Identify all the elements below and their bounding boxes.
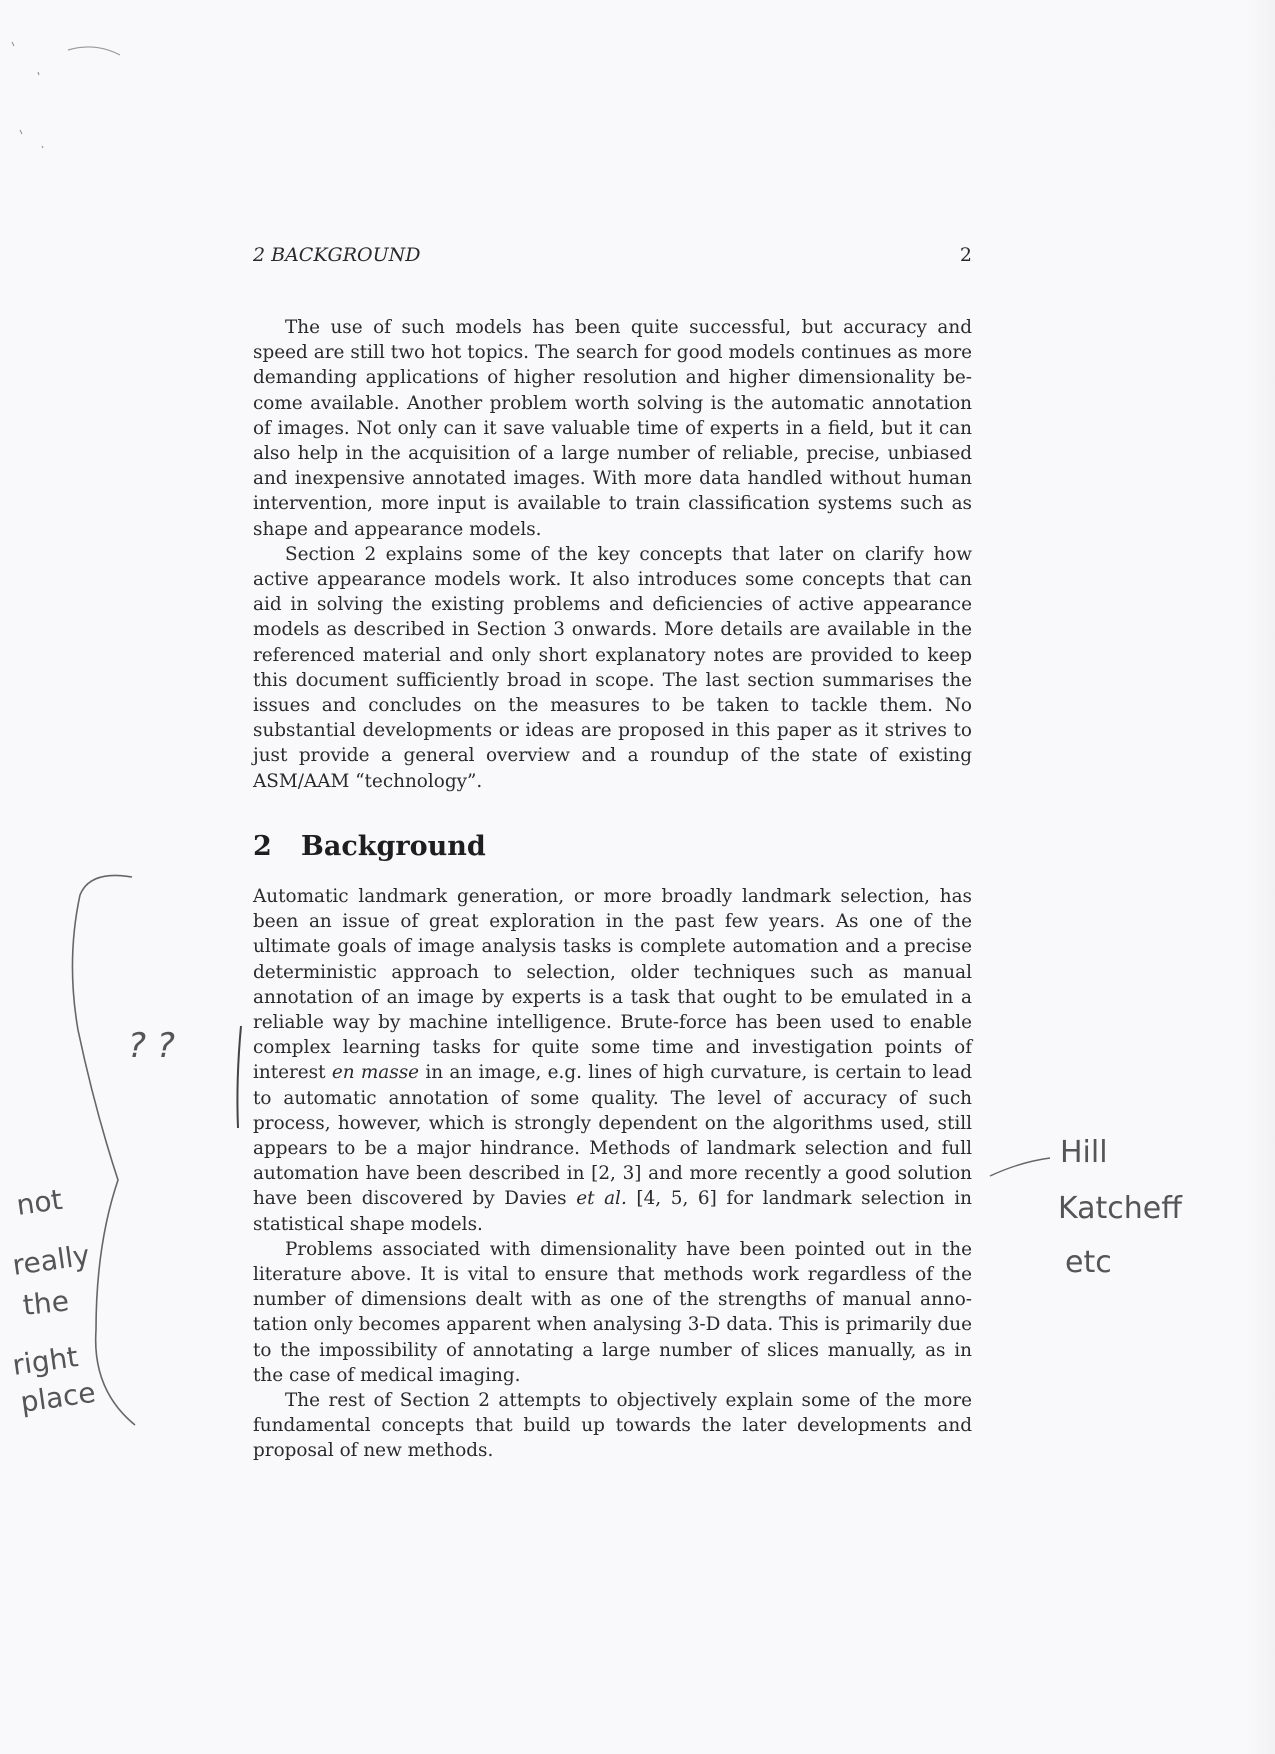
page-number: 2	[959, 244, 972, 266]
margin-vertical-line	[237, 1026, 241, 1128]
scan-marks	[12, 42, 120, 148]
note-not: not	[14, 1182, 65, 1222]
intro-paragraph-2: Section 2 explains some of the key concepts that later on clarify how active appearance models work. It also introduces some concepts that can aid in solving the existing problems and deficiencies of active appearance models as described in Section 3 onwards. More details are available in the referenced material and only short explanatory notes are provided to keep this document sufficiently broad in scope. The last section summarises the issues and concludes on the measures to be taken to tackle them. No substantial developments or ideas are proposed in this paper as it strives to just provide a general overview and a roundup of the state of existing ASM/AAM “technology”.	[253, 543, 972, 792]
bg-p1-text-c: [4, 5, 6] for landmark selection in statistical shape models.	[253, 1188, 973, 1235]
note-the: the	[21, 1284, 71, 1322]
bg-p1-text-b: in an image, e.g. lines of high curvature, is certain to lead to automatic annotation of some quality. The level of accuracy of such process, however, which is strongly dependent on the algorithms used, still appears to be a major hindrance. Methods of landmark selection and full automation have been described in [2, 3] and more recently a good solution have been discovered by Davies	[253, 1062, 972, 1210]
left-margin-bracket	[72, 875, 135, 1425]
question-marks	[128, 1026, 175, 1066]
background-paragraph-1	[253, 884, 972, 1237]
intro-paragraph-1: The use of such models has been quite successful, but accuracy and speed are still two hot topics. The search for good models continues as more demanding applications of higher resolution and higher dimensionality become available. Another problem worth solving is the automatic annotation of images. Not only can it save valuable time of experts in a field, but it can also help in the acquisition of a large number of reliable, precise, unbiased and inexpensive annotated images. With more data handled without human intervention, more input is available to train classification systems such as shape and appearance models.	[253, 317, 972, 540]
note-place: place	[18, 1375, 98, 1419]
background-paragraph-3: The rest of Section 2 attempts to objectively explain some of the more fundamental concepts that build up towards the later developments and proposal of new methods.	[253, 1390, 972, 1462]
background-paragraph-2: Problems associated with dimensionality have been pointed out in the literature above. It is vital to ensure that methods work regardless of the number of dimensions dealt with as one of the strengths of manual annotation only becomes apparent when analysing 3-D data. This is primarily due to the impossibility of annotating a large number of slices manually, as in the case of medical imaging.	[253, 1238, 972, 1386]
section-title: Background	[301, 831, 486, 862]
background-block	[253, 884, 972, 1464]
section-number: 2	[253, 831, 272, 862]
bg-p1-emphasis-et-al: et al.	[576, 1188, 627, 1210]
running-head	[253, 244, 972, 272]
note-really: really	[10, 1238, 92, 1282]
note-hill: Hill	[1060, 1135, 1108, 1170]
bg-p1-emphasis-en-masse: en masse	[331, 1062, 420, 1084]
running-head-title: 2 BACKGROUND	[253, 244, 421, 266]
right-margin-note	[1058, 1135, 1183, 1280]
bg-p1-text-a: Automatic landmark generation, or more broadly landmark selection, has been an issue of great exploration in the past few years. As one of the ultimate goals of image analysis tasks is complete automation and a precise deterministic approach to selection, older techniques such as manual annotation of an image by experts is a task that ought to be emulated in a reliable way by machine intelligence. Brute-force has been used to enable complex learning tasks for quite some time and investigation points of interest	[253, 886, 972, 1084]
note-etc: etc	[1065, 1245, 1112, 1280]
page-shadow	[1245, 0, 1275, 1754]
section-heading	[253, 830, 486, 864]
right-margin-arrow	[990, 1158, 1050, 1176]
left-margin-note	[10, 1183, 97, 1419]
intro-block	[253, 315, 972, 794]
note-right: right	[10, 1340, 81, 1382]
note-katcheff: Katcheff	[1058, 1191, 1182, 1226]
question-marks-text: ? ?	[128, 1026, 175, 1066]
